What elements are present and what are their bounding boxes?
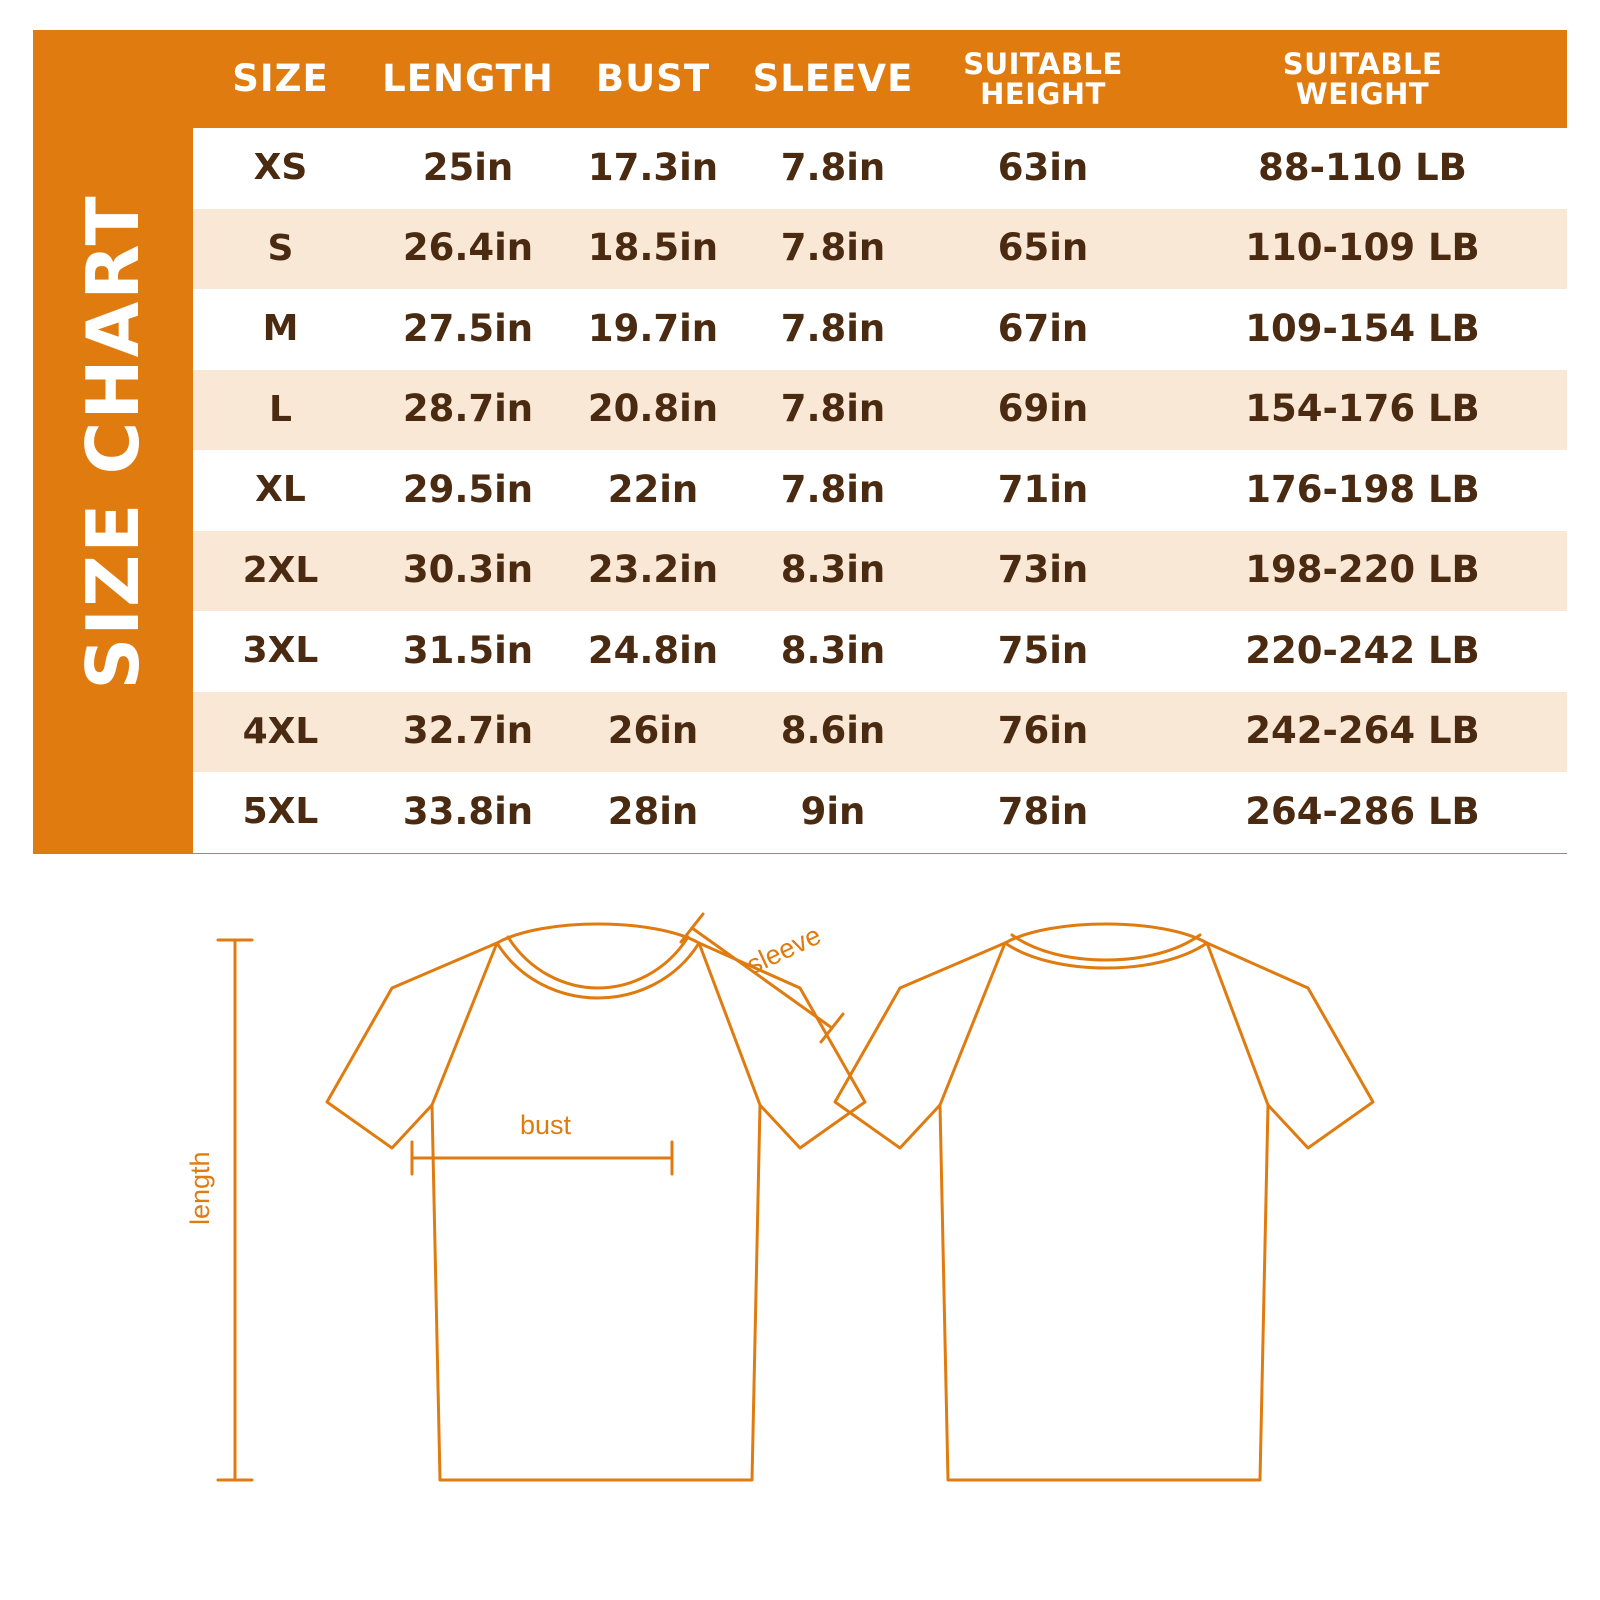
cell-height: 69in bbox=[997, 387, 1089, 431]
table-row bbox=[193, 531, 1567, 612]
cell-sleeve: 7.8in bbox=[780, 387, 886, 431]
cell-sleeve: 7.8in bbox=[780, 306, 886, 350]
size-chart-panel bbox=[33, 30, 1567, 854]
cell-sleeve: 8.3in bbox=[780, 628, 886, 672]
table-row bbox=[193, 370, 1567, 451]
column-header-sleeve: SLEEVE bbox=[752, 56, 914, 100]
cell-size: XL bbox=[255, 469, 306, 511]
cell-weight: 88-110 LB bbox=[1258, 145, 1467, 189]
cell-length: 33.8in bbox=[402, 789, 534, 833]
tshirt-front-outline bbox=[327, 924, 865, 1480]
cell-sleeve: 7.8in bbox=[780, 226, 886, 270]
sleeve-label: sleeve bbox=[742, 919, 826, 981]
cell-height: 73in bbox=[997, 548, 1089, 592]
cell-bust: 17.3in bbox=[587, 145, 719, 189]
cell-weight: 220-242 LB bbox=[1245, 628, 1480, 672]
cell-height: 78in bbox=[997, 789, 1089, 833]
cell-bust: 18.5in bbox=[587, 226, 719, 270]
column-header-suitable-height bbox=[928, 46, 1158, 111]
cell-size: 4XL bbox=[242, 710, 319, 752]
tshirt-diagram-svg bbox=[0, 880, 1600, 1560]
cell-length: 26.4in bbox=[402, 226, 534, 270]
column-header-size: SIZE bbox=[232, 56, 329, 100]
column-header-suitable-height-line2: HEIGHT bbox=[980, 77, 1106, 111]
chart-title-sidebar bbox=[33, 30, 193, 854]
column-header-bust: BUST bbox=[595, 56, 711, 100]
cell-weight: 154-176 LB bbox=[1245, 387, 1480, 431]
cell-weight: 176-198 LB bbox=[1245, 467, 1480, 511]
cell-bust: 28in bbox=[607, 789, 699, 833]
column-header-suitable-weight-line2: WEIGHT bbox=[1295, 77, 1430, 111]
column-header-suitable-weight bbox=[1158, 46, 1567, 111]
cell-height: 75in bbox=[997, 628, 1089, 672]
cell-size: M bbox=[262, 308, 299, 350]
column-header-suitable-height-line1: SUITABLE bbox=[963, 46, 1123, 81]
cell-height: 65in bbox=[997, 226, 1089, 270]
tshirt-back-outline bbox=[835, 924, 1373, 1480]
table-row bbox=[193, 289, 1567, 370]
cell-length: 31.5in bbox=[402, 628, 534, 672]
cell-bust: 22in bbox=[607, 467, 699, 511]
table-row bbox=[193, 450, 1567, 531]
cell-sleeve: 9in bbox=[800, 789, 866, 833]
bust-label: bust bbox=[520, 1110, 572, 1140]
cell-bust: 24.8in bbox=[587, 628, 719, 672]
cell-weight: 242-264 LB bbox=[1245, 709, 1480, 753]
column-header-length: LENGTH bbox=[382, 56, 554, 100]
cell-size: S bbox=[267, 227, 294, 269]
table-row bbox=[193, 128, 1567, 209]
cell-weight: 198-220 LB bbox=[1245, 548, 1480, 592]
cell-size: XS bbox=[253, 147, 308, 189]
cell-length: 28.7in bbox=[402, 387, 534, 431]
cell-length: 25in bbox=[422, 145, 514, 189]
table-row bbox=[193, 692, 1567, 773]
cell-bust: 19.7in bbox=[587, 306, 719, 350]
cell-sleeve: 7.8in bbox=[780, 467, 886, 511]
cell-sleeve: 8.3in bbox=[780, 548, 886, 592]
table-row bbox=[193, 209, 1567, 290]
size-table bbox=[193, 30, 1567, 854]
cell-bust: 20.8in bbox=[587, 387, 719, 431]
bust-dimension-line bbox=[412, 1142, 672, 1174]
cell-weight: 109-154 LB bbox=[1245, 306, 1480, 350]
cell-length: 32.7in bbox=[402, 709, 534, 753]
cell-size: L bbox=[269, 388, 292, 430]
table-header-row bbox=[193, 30, 1567, 128]
cell-size: 3XL bbox=[242, 630, 319, 672]
cell-weight: 110-109 LB bbox=[1245, 226, 1480, 270]
column-header-suitable-weight-line1: SUITABLE bbox=[1282, 46, 1443, 81]
cell-height: 67in bbox=[997, 306, 1089, 350]
cell-sleeve: 7.8in bbox=[780, 145, 886, 189]
length-dimension-line bbox=[218, 940, 252, 1480]
cell-height: 76in bbox=[997, 709, 1089, 753]
cell-length: 27.5in bbox=[402, 306, 534, 350]
table-row bbox=[193, 772, 1567, 853]
cell-bust: 23.2in bbox=[587, 548, 719, 592]
table-row bbox=[193, 611, 1567, 692]
cell-length: 29.5in bbox=[402, 467, 534, 511]
cell-height: 71in bbox=[997, 467, 1089, 511]
cell-height: 63in bbox=[997, 145, 1089, 189]
cell-length: 30.3in bbox=[402, 548, 534, 592]
cell-size: 5XL bbox=[242, 791, 319, 833]
cell-weight: 264-286 LB bbox=[1245, 789, 1480, 833]
cell-sleeve: 8.6in bbox=[780, 709, 886, 753]
cell-bust: 26in bbox=[607, 709, 699, 753]
cell-size: 2XL bbox=[242, 549, 319, 591]
page-title: SIZE CHART bbox=[71, 194, 155, 690]
length-label: length bbox=[185, 1151, 215, 1225]
measurement-diagram bbox=[0, 880, 1600, 1560]
